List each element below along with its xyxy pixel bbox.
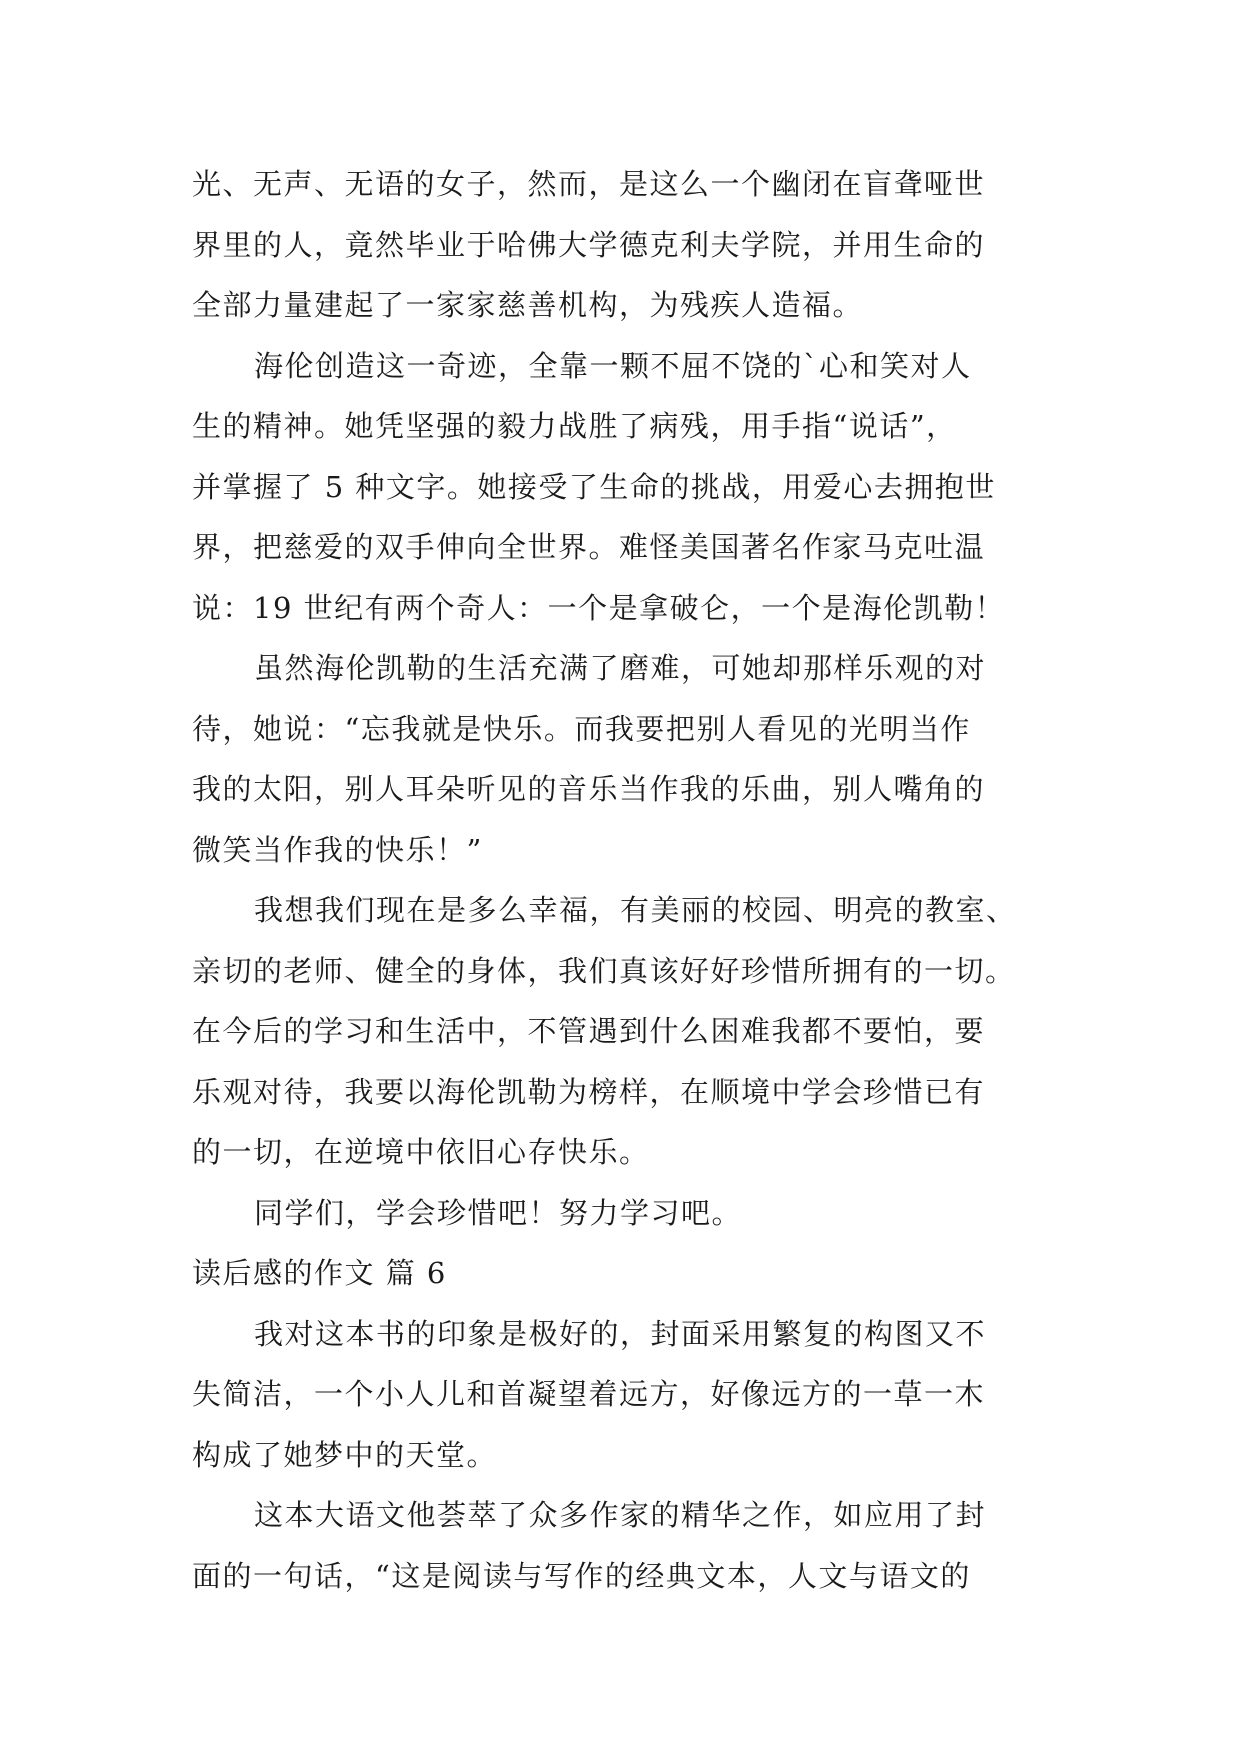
- section-heading: 读后感的作文 篇 6: [192, 1256, 447, 1290]
- paragraph-start-line: 这本大语文他荟萃了众多作家的精华之作，如应用了封: [254, 1498, 987, 1532]
- document-body: [192, 154, 1062, 1606]
- paragraph-start-line: 我对这本书的印象是极好的，封面采用繁复的构图又不: [254, 1316, 987, 1351]
- text-line: 微笑当作我的快乐！”: [192, 832, 483, 867]
- text-line: 并掌握了 5 种文字。她接受了生命的挑战，用爱心去拥抱世: [192, 469, 996, 504]
- text-line: 光、无声、无语的女子，然而，是这么一个幽闭在盲聋哑世: [192, 167, 986, 201]
- paragraph-start-line: 我想我们现在是多么幸福，有美丽的校园、明亮的教室、: [254, 893, 1017, 927]
- text-line: 失简洁，一个小人儿和首凝望着远方，好像远方的一草一木: [192, 1377, 986, 1411]
- text-line: 我的太阳，别人耳朵听见的音乐当作我的乐曲，别人嘴角的: [192, 772, 986, 806]
- text-line: 待，她说：“忘我就是快乐。而我要把别人看见的光明当作: [192, 711, 971, 746]
- text-line: 面的一句话，“这是阅读与写作的经典文本，人文与语文的: [192, 1558, 971, 1593]
- text-line: 界里的人，竟然毕业于哈佛大学德克利夫学院，并用生命的: [192, 227, 986, 262]
- text-line: 乐观对待，我要以海伦凯勒为榜样，在顺境中学会珍惜已有: [192, 1074, 986, 1109]
- text-line: 构成了她梦中的天堂。: [192, 1437, 498, 1472]
- text-line: 生的精神。她凭坚强的毅力战胜了病残，用手指“说话”，: [192, 409, 957, 443]
- text-line: 说：19 世纪有两个奇人：一个是拿破仑，一个是海伦凯勒！: [192, 590, 1006, 625]
- text-line: 在今后的学习和生活中，不管遇到什么困难我都不要怕，要: [192, 1014, 986, 1048]
- paragraph-start-line: 同学们，学会珍惜吧！努力学习吧。: [254, 1195, 743, 1230]
- text-line: 亲切的老师、健全的身体，我们真该好好珍惜所拥有的一切。: [192, 953, 1016, 988]
- paragraph-start-line: 海伦创造这一奇迹，全靠一颗不屈不饶的`心和笑对人: [254, 348, 972, 383]
- paragraph-start-line: 虽然海伦凯勒的生活充满了磨难，可她却那样乐观的对: [254, 651, 987, 685]
- text-line: 的一切，在逆境中依旧心存快乐。: [192, 1135, 650, 1169]
- text-line: 界，把慈爱的双手伸向全世界。难怪美国著名作家马克吐温: [192, 530, 986, 564]
- text-line: 全部力量建起了一家家慈善机构，为残疾人造福。: [192, 288, 864, 322]
